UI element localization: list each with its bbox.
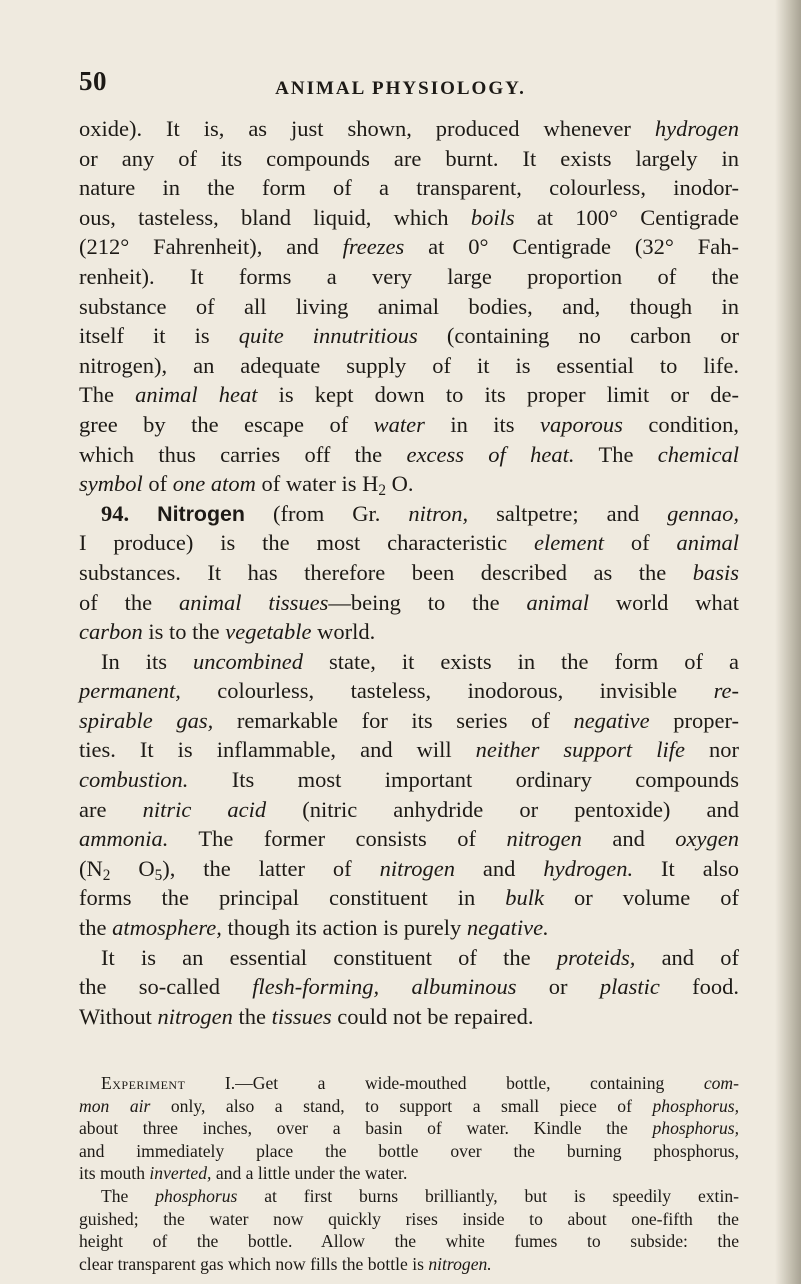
text-line: It is an essential constituent of the proteids, and of: [101, 944, 740, 970]
paragraph-uncombined: [79, 647, 739, 943]
experiment-line: Experiment I.—Get a wide-mouthed bottle, containing com-: [101, 1073, 739, 1093]
text-line: which thus carries off the excess of heat. The chemical: [79, 441, 739, 467]
subscript: 5: [154, 866, 163, 884]
subscript: 2: [378, 481, 386, 499]
text-line: the atmosphere, though its action is purely negative.: [79, 915, 549, 941]
text-line: ous, tasteless, bland liquid, which boils at 100° Centigrade: [79, 204, 740, 230]
experiment-line: The phosphorus at first burns brilliantly, but is speedily extin-: [101, 1185, 739, 1206]
body-text: [79, 114, 739, 1031]
experiment-block: [79, 1072, 739, 1275]
experiment-line: its mouth inverted, and a little under the water.: [79, 1163, 408, 1184]
experiment-line: about three inches, over a basin of water. Kindle the phosphorus,: [79, 1118, 739, 1139]
text-line: gree by the escape of water in its vaporous condition,: [79, 411, 739, 437]
text-line: oxide). It is, as just shown, produced whenever hydrogen: [79, 116, 739, 141]
text-line: nature in the form of a transparent, colourless, inodor-: [79, 175, 739, 201]
experiment-line: mon air only, also a stand, to support a small piece of phosphorus,: [79, 1095, 739, 1116]
text-line: substance of all living animal bodies, and, though in: [79, 293, 739, 319]
text-line: combustion. Its most important ordinary compounds: [79, 767, 739, 793]
experiment-line: clear transparent gas which now fills the bottle is nitrogen.: [79, 1253, 492, 1274]
text-line: I produce) is the most characteristic element of animal: [79, 530, 739, 556]
text-line: (212° Fahrenheit), and freezes at 0° Centigrade (32° Fah-: [79, 234, 739, 260]
experiment-line: and immediately place the bottle over the burning phosphorus,: [79, 1140, 739, 1161]
subscript: 2: [102, 866, 111, 884]
section-heading-line: 94. Nitrogen (from Gr. nitron, saltpetre; and gennao,: [101, 500, 740, 526]
experiment-line: guished; the water now quickly rises inside to about one-fifth the: [79, 1208, 739, 1229]
page-edge-shadow: [775, 0, 801, 1284]
text-line: itself it is quite innutritious (containing no carbon or: [79, 323, 739, 349]
text-line: Without nitrogen the tissues could not be repaired.: [79, 1003, 534, 1029]
paragraph-water: [79, 114, 739, 499]
experiment-line: height of the bottle. Allow the white fumes to subside: the: [79, 1231, 739, 1252]
text-line: the so-called flesh-forming, albuminous or plastic food.: [79, 974, 739, 1000]
text-line: of the animal tissues—being to the animal world what: [79, 589, 739, 615]
text-line: or any of its compounds are burnt. It exists largely in: [79, 145, 739, 171]
paragraph-proteids: [79, 943, 739, 1032]
text-line: In its uncombined state, it exists in the form of a: [101, 648, 739, 674]
text-line: permanent, colourless, tasteless, inodorous, invisible re-: [79, 678, 739, 704]
text-line: carbon is to the vegetable world.: [79, 619, 376, 645]
text-line: forms the principal constituent in bulk or volume of: [79, 885, 739, 911]
section-heading: Nitrogen: [157, 501, 245, 526]
text-line: nitrogen), an adequate supply of it is essential to life.: [79, 352, 739, 378]
text-line: substances. It has therefore been described as the basis: [79, 559, 739, 585]
text-line: The animal heat is kept down to its proper limit or de-: [79, 382, 739, 408]
text-line: symbol of one atom of water is $H_2$ O.: [79, 471, 414, 499]
text-line: ($N_2$ $O_5$), the latter of nitrogen and hydrogen. It also: [79, 855, 739, 884]
section-number: 94.: [101, 500, 130, 526]
running-head: ANIMAL PHYSIOLOGY.: [275, 78, 526, 99]
text-line: ties. It is inflammable, and will neither support life nor: [79, 737, 739, 763]
text-line: ammonia. The former consists of nitrogen and oxygen: [79, 826, 739, 852]
text-line: spirable gas, remarkable for its series of negative proper-: [79, 707, 740, 733]
text-line: renheit). It forms a very large proportion of the: [79, 263, 739, 289]
page-number: 50: [79, 66, 107, 96]
experiment-label: Experiment: [101, 1073, 186, 1093]
paragraph-nitrogen: [79, 499, 739, 647]
text-line: are nitric acid (nitric anhydride or pentoxide) and: [79, 796, 739, 822]
